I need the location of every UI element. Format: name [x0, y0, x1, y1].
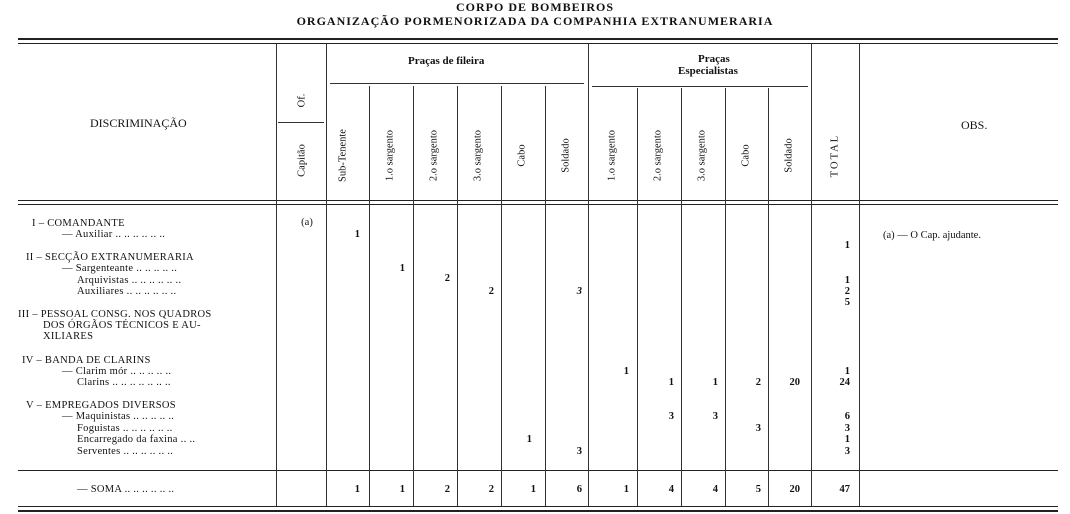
col-total: TOTAL — [829, 133, 841, 178]
row-label: DOS ÓRGÃOS TÉCNICOS E AU- — [43, 320, 201, 331]
col-divider — [326, 44, 327, 506]
row-label: Arquivistas .. .. .. .. .. .. — [77, 275, 182, 286]
cell-value: 2 — [755, 377, 761, 388]
row-label: I – COMANDANTE — [32, 218, 125, 229]
col-esp-cabo: Cabo — [740, 144, 752, 167]
top-rule — [18, 38, 1058, 40]
soma-total: 47 — [839, 484, 850, 495]
row-label: Serventes .. .. .. .. .. .. — [77, 446, 174, 457]
cell-value: 1 — [354, 229, 360, 240]
col-esp-2-sargento: 2.o sargento — [652, 129, 664, 182]
cell-value: 1 — [668, 377, 674, 388]
capitao-header: Capitão — [296, 144, 308, 177]
soma-value: 4 — [712, 484, 718, 495]
cell-value: 3 — [668, 411, 674, 422]
cell-value: 24 — [839, 377, 850, 388]
bottom-rule-2 — [18, 510, 1058, 512]
soma-value: 1 — [530, 484, 536, 495]
soma-value: 2 — [488, 484, 494, 495]
cell-value: 2 — [444, 273, 450, 284]
header-rule-2 — [18, 204, 1058, 205]
fileira-rule — [330, 83, 584, 84]
col-divider — [545, 86, 546, 506]
soma-value: 1 — [354, 484, 360, 495]
cell-value: 1 — [623, 366, 629, 377]
col-divider — [811, 44, 812, 506]
obs-header: OBS. — [961, 118, 988, 132]
cell-value: 3 — [576, 286, 582, 297]
col-divider — [413, 86, 414, 506]
cell-value: 1 — [844, 275, 850, 286]
cell-value: 6 — [844, 411, 850, 422]
col-esp-1-sargento: 1.o sargento — [606, 129, 618, 182]
row-label: Foguistas .. .. .. .. .. .. — [77, 423, 173, 434]
row-label: — Sargenteante .. .. .. .. .. — [62, 263, 178, 274]
row-label: — Maquinistas .. .. .. .. .. — [62, 411, 175, 422]
row-label: XILIARES — [43, 331, 94, 342]
row-label: — Auxiliar .. .. .. .. .. .. — [62, 229, 166, 240]
row-label: — Clarim mór .. .. .. .. .. — [62, 366, 172, 377]
of-header: Of. — [296, 93, 308, 108]
cell-value: 2 — [844, 286, 850, 297]
cell-value: 3 — [844, 446, 850, 457]
col-divider — [276, 44, 277, 506]
cell-value: 2 — [488, 286, 494, 297]
of-rule — [278, 122, 324, 123]
bottom-rule — [18, 506, 1058, 507]
col-divider — [457, 86, 458, 506]
cell-value: 1 — [712, 377, 718, 388]
cell-value: 1 — [844, 366, 850, 377]
row-label: II – SECÇÃO EXTRANUMERARIA — [26, 252, 194, 263]
soma-value: 5 — [755, 484, 761, 495]
col-cabo: Cabo — [516, 144, 528, 167]
col-sub-tenente: Sub-Tenente — [337, 129, 349, 182]
pracas-header: Praças — [698, 53, 730, 65]
col-esp-soldado: Soldado — [783, 138, 795, 173]
cell-value: 1 — [399, 263, 405, 274]
cell-value: 3 — [844, 423, 850, 434]
row-label: III – PESSOAL CONSG. NOS QUADROS — [18, 309, 212, 320]
pracas-fileira-header: Praças de fileira — [408, 55, 485, 67]
soma-rule — [18, 470, 1058, 471]
cell-value: 3 — [576, 446, 582, 457]
col-1-sargento: 1.o sargento — [384, 129, 396, 182]
row-label: Auxiliares .. .. .. .. .. .. — [77, 286, 177, 297]
cell-value: 3 — [755, 423, 761, 434]
soma-value: 20 — [789, 484, 800, 495]
discriminacao-header: DISCRIMINAÇÃO — [90, 116, 187, 130]
col-3-sargento: 3.o sargento — [472, 129, 484, 182]
obs-note: (a) — O Cap. ajudante. — [883, 230, 981, 241]
col-divider — [859, 44, 860, 506]
row-label: V – EMPREGADOS DIVERSOS — [26, 400, 176, 411]
col-soldado: Soldado — [560, 138, 572, 173]
soma-value: 4 — [668, 484, 674, 495]
soma-value: 6 — [576, 484, 582, 495]
soma-label: — SOMA .. .. .. .. .. .. — [77, 484, 175, 495]
col-divider — [768, 88, 769, 506]
col-divider — [369, 86, 370, 506]
row-label: IV – BANDA DE CLARINS — [22, 355, 151, 366]
cell-value: 1 — [844, 240, 850, 251]
soma-value: 1 — [399, 484, 405, 495]
capitao-note-mark: (a) — [301, 217, 313, 228]
col-2-sargento: 2.o sargento — [428, 129, 440, 182]
especialistas-header: Especialistas — [678, 65, 738, 77]
header-rule — [18, 200, 1058, 201]
soma-value: 1 — [623, 484, 629, 495]
title-line-1: CORPO DE BOMBEIROS — [455, 0, 614, 14]
col-divider — [637, 88, 638, 506]
especialistas-rule — [592, 86, 808, 87]
cell-value: 5 — [844, 297, 850, 308]
title-line-2: ORGANIZAÇÃO PORMENORIZADA DA COMPANHIA EXTRANUMERARIA — [296, 14, 774, 28]
soma-value: 2 — [444, 484, 450, 495]
cell-value: 3 — [712, 411, 718, 422]
col-divider — [681, 88, 682, 506]
cell-value: 1 — [526, 434, 532, 445]
row-label: Encarregado da faxina .. .. — [77, 434, 196, 445]
cell-value: 1 — [844, 434, 850, 445]
col-divider — [501, 86, 502, 506]
col-divider — [725, 88, 726, 506]
row-label: Clarins .. .. .. .. .. .. .. — [77, 377, 171, 388]
col-esp-3-sargento: 3.o sargento — [696, 129, 708, 182]
cell-value: 20 — [789, 377, 800, 388]
col-divider — [588, 44, 589, 506]
top-rule-thin — [18, 43, 1058, 44]
